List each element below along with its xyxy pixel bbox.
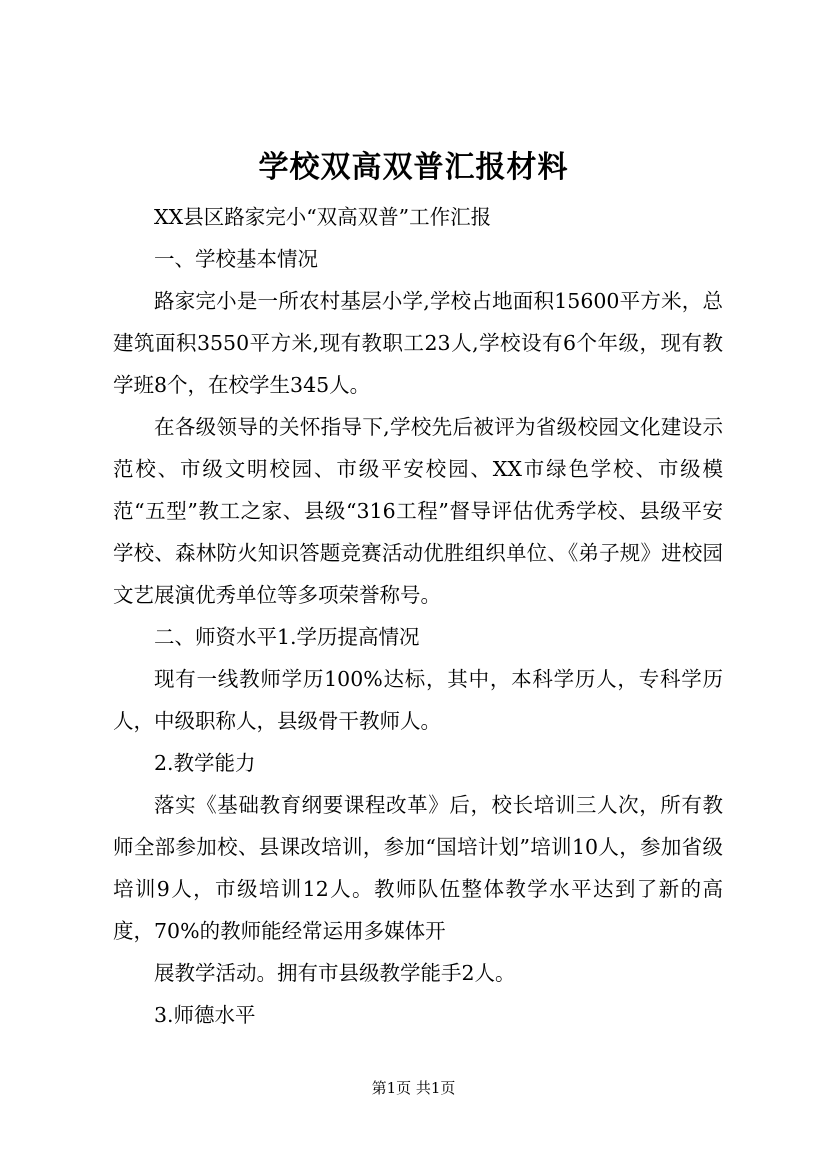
paragraph: 现有一线教师学历100%达标，其中，本科学历人，专科学历人，中级职称人，县级骨干教师人。	[113, 667, 723, 733]
page-footer: 第1页 共1页	[371, 1079, 456, 1097]
paragraph: 展教学活动。拥有市县级教学能手2人。	[154, 961, 516, 985]
paragraph: XX县区路家完小“双高双普”工作汇报	[154, 205, 492, 229]
document-body	[113, 196, 723, 1036]
paragraph: 在各级领导的关怀指导下,学校先后被评为省级校园文化建设示范校、市级文明校园、市级平安校园、XX市绿色学校、市级模范“五型”教工之家、县级“316工程”督导评估优秀学校、县级平安学校、森林防火知识答题竞赛活动优胜组织单位、《弟子规》进校园文艺展演优秀单位等多项荣誉称号。	[113, 415, 723, 607]
section-heading: 二、师资水平1.学历提高情况	[154, 625, 420, 649]
section-heading: 一、学校基本情况	[154, 247, 318, 271]
paragraph: 落实《基础教育纲要课程改革》后，校长培训三人次，所有教师全部参加校、县课改培训，参加“国培计划”培训10人，参加省级培训9人，市级培训12人。教师队伍整体教学水平达到了新的高度，70%的教师能经常运用多媒体开	[113, 793, 723, 943]
subsection-heading: 3.师德水平	[154, 1003, 256, 1027]
document-title: 学校双高双普汇报材料	[258, 150, 569, 185]
paragraph: 路家完小是一所农村基层小学,学校占地面积15600平方米，总建筑面积3550平方米,现有教职工23人,学校设有6个年级，现有教学班8个，在校学生345人。	[113, 289, 723, 397]
subsection-heading: 2.教学能力	[154, 751, 256, 775]
